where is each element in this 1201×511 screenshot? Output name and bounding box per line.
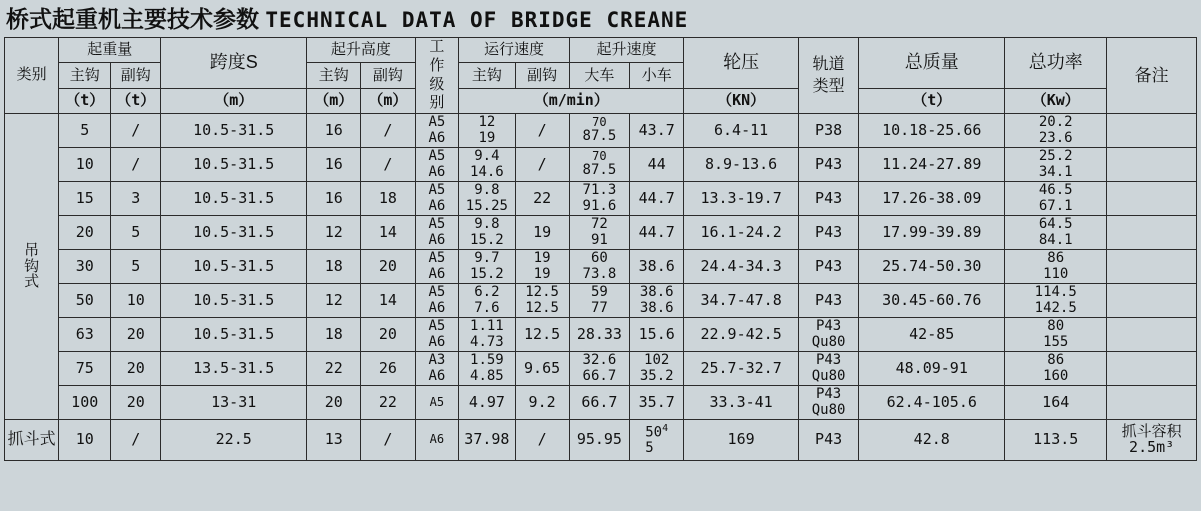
cell-work-class-b: A6 — [428, 231, 446, 248]
cell-rail: P43 — [798, 182, 858, 216]
cell-mass: 17.26-38.09 — [859, 182, 1005, 216]
cell-lift-big-b: 87.5 — [582, 162, 617, 179]
cell-travel-aux: 22 — [515, 182, 569, 216]
cell-remark — [1107, 420, 1197, 461]
cell-lift-main: 12 — [307, 216, 361, 250]
cell-lift-small: 44.7 — [630, 182, 684, 216]
cell-travel-main-b: 19 — [478, 129, 496, 146]
cell-rail: P43 — [798, 284, 858, 318]
cell-lift-main: 18 — [307, 250, 361, 284]
cell-work-class-a: A5 — [428, 114, 446, 131]
cell-lift-big: 28.33 — [569, 318, 629, 352]
cell-mass: 62.4-105.6 — [859, 386, 1005, 420]
cell-lift-big — [569, 114, 629, 148]
cell-aux-hook: 3 — [111, 182, 161, 216]
cell-lift-big-a: 32.6 — [582, 352, 617, 369]
cell-span: 13.5-31.5 — [161, 352, 307, 386]
cell-power — [1005, 250, 1107, 284]
cell-work-class-a: A5 — [428, 250, 446, 267]
cell-lift-aux: 20 — [361, 318, 415, 352]
cell-wheel: 8.9-13.6 — [684, 148, 799, 182]
cell-power — [1005, 114, 1107, 148]
cell-aux-hook: 5 — [111, 216, 161, 250]
cell-mass: 42.8 — [859, 420, 1005, 461]
cell-mass: 42-85 — [859, 318, 1005, 352]
cell-travel-main — [459, 352, 515, 386]
cell-main-hook: 10 — [59, 420, 111, 461]
cell-remark-b: 2.5m³ — [1129, 438, 1175, 456]
cell-travel-aux: / — [515, 420, 569, 461]
cell-power-a: 64.5 — [1038, 216, 1073, 233]
cell-rail-b: Qu80 — [811, 367, 846, 384]
cell-lift-aux: 26 — [361, 352, 415, 386]
cell-travel-main-a: 1.11 — [470, 318, 504, 335]
cell-lift-big-a: 60 — [590, 250, 608, 267]
cell-wheel: 33.3-41 — [684, 386, 799, 420]
cell-power — [1005, 318, 1107, 352]
cell-lift-main: 16 — [307, 148, 361, 182]
header-lift-big-car: 大车 — [569, 63, 629, 88]
cell-lift-small-b: 5 — [645, 440, 654, 457]
cell-rail-a: P43 — [815, 318, 842, 335]
cell-power-b: 110 — [1043, 265, 1069, 282]
cell-lift-big: 66.7 — [569, 386, 629, 420]
cell-lift-big-a: 70 — [592, 115, 607, 130]
cell-lift-small — [630, 284, 684, 318]
cell-power-a: 25.2 — [1038, 148, 1073, 165]
cell-remark — [1107, 318, 1197, 352]
header-travel-speed: 运行速度 — [459, 38, 569, 63]
cell-lift-big-b: 87.5 — [582, 128, 617, 145]
header-capacity-main: 主钩 — [59, 63, 111, 88]
header-lift-height: 起升高度 — [307, 38, 415, 63]
unit-capacity-aux: （t） — [111, 88, 161, 113]
unit-lift-aux: （m） — [361, 88, 415, 113]
cell-lift-big — [569, 284, 629, 318]
cell-lift-big-b: 66.7 — [582, 367, 617, 384]
header-total-mass: 总质量 — [859, 38, 1005, 89]
cell-power — [1005, 148, 1107, 182]
cell-lift-small: 44 — [630, 148, 684, 182]
cell-wheel: 22.9-42.5 — [684, 318, 799, 352]
cell-power-a: 114.5 — [1034, 284, 1077, 301]
cell-lift-aux: / — [361, 420, 415, 461]
cell-rail: P43 — [798, 420, 858, 461]
cell-main-hook: 20 — [59, 216, 111, 250]
cell-travel-main-b: 4.73 — [470, 333, 504, 350]
cell-lift-aux: 18 — [361, 182, 415, 216]
cell-work-class-b: A6 — [428, 163, 446, 180]
cell-travel-aux: 9.2 — [515, 386, 569, 420]
cell-travel-aux-a: 12.5 — [525, 284, 559, 301]
cell-remark — [1107, 386, 1197, 420]
header-remark: 备注 — [1107, 38, 1197, 114]
cell-travel-main-a: 9.8 — [474, 182, 500, 199]
cell-lift-big-b: 91 — [590, 231, 608, 248]
cell-work-class — [415, 216, 459, 250]
unit-total-mass: （t） — [859, 88, 1005, 113]
cell-main-hook: 5 — [59, 114, 111, 148]
cell-work-class — [415, 352, 459, 386]
cell-lift-main: 12 — [307, 284, 361, 318]
cell-aux-hook: 10 — [111, 284, 161, 318]
cell-work-class-b: A6 — [428, 197, 446, 214]
cell-span: 10.5-31.5 — [161, 114, 307, 148]
cell-work-class — [415, 250, 459, 284]
cell-power-b: 160 — [1043, 367, 1069, 384]
cell-rail: P43 — [798, 250, 858, 284]
cell-mass: 30.45-60.76 — [859, 284, 1005, 318]
cell-main-hook: 100 — [59, 386, 111, 420]
table-header — [5, 38, 1197, 114]
cell-travel-main-a: 12 — [478, 114, 496, 131]
cell-lift-small: 35.7 — [630, 386, 684, 420]
header-travel-main: 主钩 — [459, 63, 515, 88]
header-work-class-label: 工作级别 — [429, 38, 445, 112]
cell-work-class — [415, 318, 459, 352]
cell-lift-main: 22 — [307, 352, 361, 386]
table-row — [5, 216, 1197, 250]
cell-power-a: 86 — [1047, 352, 1065, 369]
cell-travel-main-a: 1.59 — [470, 352, 504, 369]
cell-work-class-b: A6 — [428, 129, 446, 146]
cell-lift-big-b: 91.6 — [582, 197, 617, 214]
cell-main-hook: 50 — [59, 284, 111, 318]
table-row — [5, 352, 1197, 386]
header-travel-aux: 副钩 — [515, 63, 569, 88]
cell-rail-b: Qu80 — [811, 333, 846, 350]
cell-travel-main-a: 6.2 — [474, 284, 500, 301]
cell-work-class — [415, 420, 459, 461]
table-row — [5, 284, 1197, 318]
cell-lift-aux: 14 — [361, 284, 415, 318]
cell-lift-aux: / — [361, 148, 415, 182]
cell-travel-main — [459, 250, 515, 284]
cell-work-class — [415, 284, 459, 318]
cell-power-b: 142.5 — [1034, 299, 1077, 316]
cell-work-class — [415, 386, 459, 420]
cell-rail-a: P43 — [815, 352, 842, 369]
table-row — [5, 318, 1197, 352]
header-lift-aux: 副钩 — [361, 63, 415, 88]
cell-main-hook: 10 — [59, 148, 111, 182]
cell-lift-small: 43.7 — [630, 114, 684, 148]
cell-lift-big-b: 77 — [590, 299, 608, 316]
title-english: TECHNICAL DATA OF BRIDGE CREANE — [265, 8, 689, 32]
cell-work-class — [415, 114, 459, 148]
header-category: 类别 — [5, 38, 59, 114]
cell-work-class-a: A5 — [428, 216, 446, 233]
header-wheel-pressure: 轮压 — [684, 38, 799, 89]
cell-lift-big-b: 73.8 — [582, 265, 617, 282]
table-row — [5, 148, 1197, 182]
cell-lift-small-a: 50 — [645, 424, 663, 441]
cell-span: 10.5-31.5 — [161, 148, 307, 182]
cell-lift-main: 16 — [307, 114, 361, 148]
cell-power-b: 23.6 — [1038, 129, 1073, 146]
cell-main-hook: 63 — [59, 318, 111, 352]
header-capacity: 起重量 — [59, 38, 161, 63]
cell-mass: 10.18-25.66 — [859, 114, 1005, 148]
cell-remark — [1107, 352, 1197, 386]
header-row-1 — [5, 38, 1197, 63]
header-capacity-aux: 副钩 — [111, 63, 161, 88]
cell-lift-big — [569, 182, 629, 216]
cell-power — [1005, 284, 1107, 318]
cell-wheel: 169 — [684, 420, 799, 461]
cell-lift-big: 95.95 — [569, 420, 629, 461]
cell-rail — [798, 386, 858, 420]
unit-span: （m） — [161, 88, 307, 113]
cell-main-hook: 30 — [59, 250, 111, 284]
header-work-class — [415, 38, 459, 114]
header-rail-type-label: 轨道类型 — [812, 55, 845, 95]
header-span: 跨度S — [161, 38, 307, 89]
cell-travel-main: 37.98 — [459, 420, 515, 461]
cell-work-class-b: A6 — [428, 265, 446, 282]
cell-span: 10.5-31.5 — [161, 318, 307, 352]
cell-power: 113.5 — [1005, 420, 1107, 461]
cell-power-a: 46.5 — [1038, 182, 1073, 199]
cell-lift-big — [569, 148, 629, 182]
cell-lift-big-a: 59 — [590, 284, 608, 301]
cell-power — [1005, 216, 1107, 250]
cell-travel-aux — [515, 284, 569, 318]
cell-wheel: 34.7-47.8 — [684, 284, 799, 318]
cell-span: 10.5-31.5 — [161, 182, 307, 216]
cell-mass: 25.74-50.30 — [859, 250, 1005, 284]
unit-wheel-pressure: （KN） — [684, 88, 799, 113]
table-row-grab — [5, 420, 1197, 461]
header-total-power: 总功率 — [1005, 38, 1107, 89]
cell-remark — [1107, 216, 1197, 250]
cell-travel-main — [459, 284, 515, 318]
cell-travel-main-a: 9.4 — [474, 148, 500, 165]
cell-lift-main: 16 — [307, 182, 361, 216]
cell-span: 10.5-31.5 — [161, 216, 307, 250]
cell-lift-aux: / — [361, 114, 415, 148]
cell-remark — [1107, 114, 1197, 148]
cell-lift-aux: 14 — [361, 216, 415, 250]
cell-lift-main: 18 — [307, 318, 361, 352]
cell-travel-main-b: 15.25 — [465, 197, 508, 214]
cell-travel-aux: / — [515, 148, 569, 182]
cell-power-a: 80 — [1047, 318, 1065, 335]
cell-mass: 11.24-27.89 — [859, 148, 1005, 182]
page-title — [0, 0, 1201, 37]
cell-travel-aux: 19 — [515, 216, 569, 250]
cell-remark — [1107, 250, 1197, 284]
cell-lift-small: 38.6 — [630, 250, 684, 284]
cell-main-hook: 15 — [59, 182, 111, 216]
cell-travel-main — [459, 148, 515, 182]
cell-travel-main — [459, 114, 515, 148]
unit-speeds: （m/min） — [459, 88, 684, 113]
cell-travel-main: 4.97 — [459, 386, 515, 420]
cell-travel-main-b: 15.2 — [470, 265, 504, 282]
cell-rail-b: Qu80 — [811, 401, 846, 418]
cell-aux-hook: / — [111, 420, 161, 461]
cell-work-class-b: A6 — [428, 367, 446, 384]
cell-work-class — [415, 148, 459, 182]
table-body — [5, 114, 1197, 461]
cell-power-b: 155 — [1043, 333, 1069, 350]
cell-rail — [798, 352, 858, 386]
cell-lift-big-a: 72 — [590, 216, 608, 233]
cell-travel-main-b: 7.6 — [474, 299, 500, 316]
cell-lift-main: 20 — [307, 386, 361, 420]
cell-work-class-b: A6 — [428, 299, 446, 316]
cell-work-class-a: A5 — [429, 394, 445, 409]
cell-lift-small: 15.6 — [630, 318, 684, 352]
cell-remark — [1107, 148, 1197, 182]
cell-travel-main — [459, 318, 515, 352]
cell-power-b: 34.1 — [1038, 163, 1073, 180]
category-hook-label: 吊钩式 — [24, 241, 42, 291]
header-row-3 — [5, 88, 1197, 113]
cell-work-class-a: A3 — [428, 352, 446, 369]
cell-rail — [798, 318, 858, 352]
cell-travel-main-a: 9.7 — [474, 250, 500, 267]
cell-lift-aux: 22 — [361, 386, 415, 420]
header-lift-small-car: 小车 — [630, 63, 684, 88]
cell-work-class-a: A5 — [428, 284, 446, 301]
table-row — [5, 114, 1197, 148]
cell-travel-aux-b: 19 — [533, 265, 551, 282]
table-row — [5, 386, 1197, 420]
cell-lift-small-sup: 4 — [662, 423, 669, 435]
cell-power-b: 67.1 — [1038, 197, 1073, 214]
header-rail-type — [798, 38, 858, 114]
cell-power-a: 86 — [1047, 250, 1065, 267]
cell-travel-aux: 12.5 — [515, 318, 569, 352]
cell-lift-aux: 20 — [361, 250, 415, 284]
cell-work-class-a: A6 — [429, 432, 445, 447]
cell-remark — [1107, 182, 1197, 216]
cell-wheel: 13.3-19.7 — [684, 182, 799, 216]
cell-work-class-a: A5 — [428, 318, 446, 335]
cell-wheel: 6.4-11 — [684, 114, 799, 148]
cell-aux-hook: / — [111, 114, 161, 148]
header-lift-main: 主钩 — [307, 63, 361, 88]
cell-lift-big — [569, 216, 629, 250]
cell-rail: P43 — [798, 148, 858, 182]
cell-mass: 48.09-91 — [859, 352, 1005, 386]
unit-lift-main: （m） — [307, 88, 361, 113]
cell-aux-hook: 20 — [111, 386, 161, 420]
cell-remark-a: 抓斗容积 — [1121, 423, 1182, 441]
category-grab: 抓斗式 — [5, 420, 59, 461]
cell-rail-a: P43 — [815, 386, 842, 403]
cell-work-class-b: A6 — [428, 333, 446, 350]
cell-wheel: 16.1-24.2 — [684, 216, 799, 250]
cell-lift-small: 44.7 — [630, 216, 684, 250]
cell-work-class-a: A5 — [428, 182, 446, 199]
cell-travel-main-b: 4.85 — [470, 367, 504, 384]
cell-travel-aux-a: 19 — [533, 250, 551, 267]
cell-main-hook: 75 — [59, 352, 111, 386]
cell-aux-hook: 20 — [111, 318, 161, 352]
cell-travel-main-b: 14.6 — [470, 163, 504, 180]
cell-work-class — [415, 182, 459, 216]
cell-rail: P43 — [798, 216, 858, 250]
cell-lift-small — [630, 352, 684, 386]
cell-travel-aux: / — [515, 114, 569, 148]
cell-power — [1005, 352, 1107, 386]
unit-total-power: （Kw） — [1005, 88, 1107, 113]
cell-mass: 17.99-39.89 — [859, 216, 1005, 250]
cell-aux-hook: / — [111, 148, 161, 182]
cell-travel-main — [459, 216, 515, 250]
cell-span: 13-31 — [161, 386, 307, 420]
cell-lift-big-a: 71.3 — [582, 182, 617, 199]
header-lift-speed: 起升速度 — [569, 38, 684, 63]
cell-lift-big — [569, 250, 629, 284]
table-row — [5, 250, 1197, 284]
cell-rail: P38 — [798, 114, 858, 148]
cell-power-b: 84.1 — [1038, 231, 1073, 248]
cell-lift-small-b: 35.2 — [639, 367, 674, 384]
technical-data-table — [4, 37, 1197, 461]
table-row — [5, 182, 1197, 216]
cell-wheel: 24.4-34.3 — [684, 250, 799, 284]
cell-power — [1005, 182, 1107, 216]
cell-lift-small-a: 38.6 — [639, 284, 674, 301]
cell-aux-hook: 5 — [111, 250, 161, 284]
cell-travel-aux — [515, 250, 569, 284]
cell-lift-small-b: 38.6 — [639, 299, 674, 316]
cell-power-a: 20.2 — [1038, 114, 1073, 131]
cell-wheel: 25.7-32.7 — [684, 352, 799, 386]
cell-power: 164 — [1005, 386, 1107, 420]
cell-work-class-a: A5 — [428, 148, 446, 165]
cell-lift-main: 13 — [307, 420, 361, 461]
cell-travel-main-a: 9.8 — [474, 216, 500, 233]
cell-span: 10.5-31.5 — [161, 284, 307, 318]
cell-span: 10.5-31.5 — [161, 250, 307, 284]
cell-travel-main — [459, 182, 515, 216]
unit-capacity-main: （t） — [59, 88, 111, 113]
cell-travel-aux: 9.65 — [515, 352, 569, 386]
cell-lift-small-a: 102 — [644, 352, 670, 369]
cell-travel-aux-b: 12.5 — [525, 299, 559, 316]
cell-lift-big-a: 70 — [592, 149, 607, 164]
category-hook — [5, 114, 59, 420]
cell-travel-main-b: 15.2 — [470, 231, 504, 248]
cell-lift-small — [630, 420, 684, 461]
title-chinese: 桥式起重机主要技术参数 — [6, 6, 259, 32]
cell-span: 22.5 — [161, 420, 307, 461]
cell-aux-hook: 20 — [111, 352, 161, 386]
cell-lift-big — [569, 352, 629, 386]
cell-remark — [1107, 284, 1197, 318]
